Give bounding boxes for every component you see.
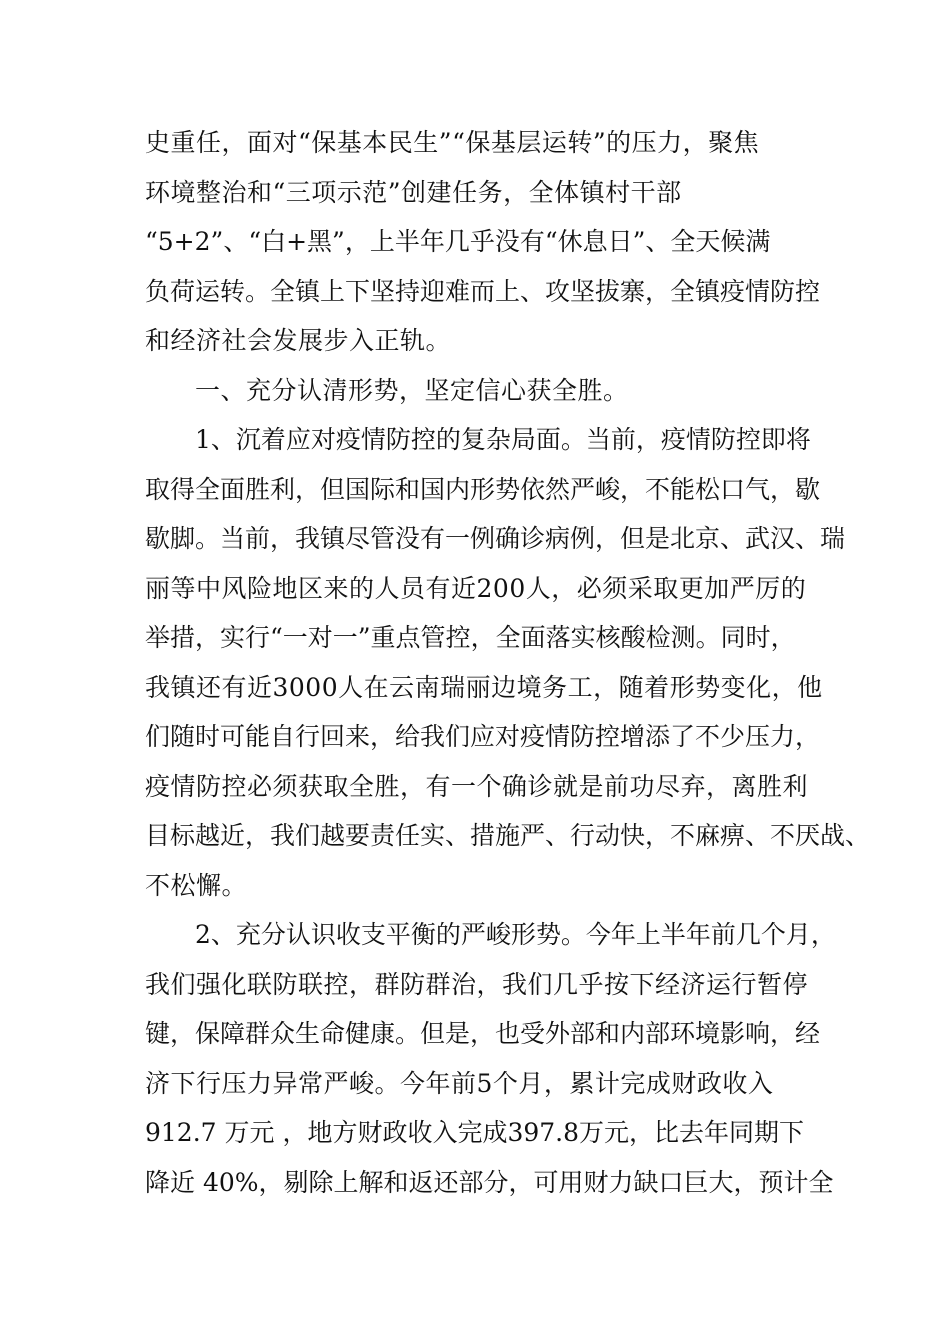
paragraph-2-line-2: 我们强化联防联控，群防群治，我们几乎按下经济运行暂停 — [145, 969, 809, 999]
paragraph-1-line-9: 目标越近，我们越要责任实、措施严、行动快，不麻痹、不厌战、 — [145, 821, 871, 850]
paragraph-1-line-8: 疫情防控必须获取全胜，有一个确诊就是前功尽弃，离胜利 — [145, 771, 809, 801]
paragraph-1-line-4: 丽等中风险地区来的人员有近200人，必须采取更加严厉的 — [145, 573, 807, 603]
text-line-1: 史重任，面对“保基本民生”“保基层运转”的压力，聚焦 — [145, 128, 760, 157]
paragraph-1-line-6: 我镇还有近3000人在云南瑞丽边境务工，随着形势变化，他 — [145, 672, 823, 702]
paragraph-1-line-3: 歇脚。当前，我镇尽管没有一例确诊病例，但是北京、武汉、瑞 — [145, 524, 846, 553]
paragraph-1-line-10: 不松懈。 — [145, 870, 248, 900]
text-line-3: “5+2”、“白+黑”，上半年几乎没有“休息日”、全天候满 — [145, 227, 771, 256]
paragraph-2-line-6: 降近 40%，剔除上解和返还部分，可用财力缺口巨大，预计全 — [145, 1167, 834, 1197]
paragraph-1-line-5: 举措，实行“一对一”重点管控，全面落实核酸检测。同时， — [145, 623, 796, 652]
paragraph-2-line-1: 2、充分认识收支平衡的严峻形势。今年上半年前几个月， — [195, 920, 836, 949]
paragraph-2-line-3: 键，保障群众生命健康。但是，也受外部和内部环境影响，经 — [145, 1019, 821, 1048]
text-line-4: 负荷运转。全镇上下坚持迎难而上、攻坚拔寨，全镇疫情防控 — [145, 276, 821, 306]
text-line-2: 环境整治和“三项示范”创建任务，全体镇村干部 — [145, 177, 682, 207]
document-body — [145, 118, 871, 1207]
paragraph-1-line-2: 取得全面胜利，但国际和国内形势依然严峻，不能松口气，歇 — [145, 474, 821, 504]
paragraph-2-line-4: 济下行压力异常严峻。今年前5个月，累计完成财政收入 — [145, 1068, 774, 1098]
text-line-5: 和经济社会发展步入正轨。 — [145, 326, 452, 355]
section-heading-1: 一、充分认清形势，坚定信心获全胜。 — [195, 375, 629, 405]
paragraph-2-line-5: 912.7 万元 ，地方财政收入完成397.8万元，比去年同期下 — [145, 1118, 805, 1147]
paragraph-1-line-7: 们随时可能自行回来，给我们应对疫情防控增添了不少压力， — [145, 722, 821, 751]
paragraph-1-line-1: 1、沉着应对疫情防控的复杂局面。当前，疫情防控即将 — [195, 425, 811, 454]
